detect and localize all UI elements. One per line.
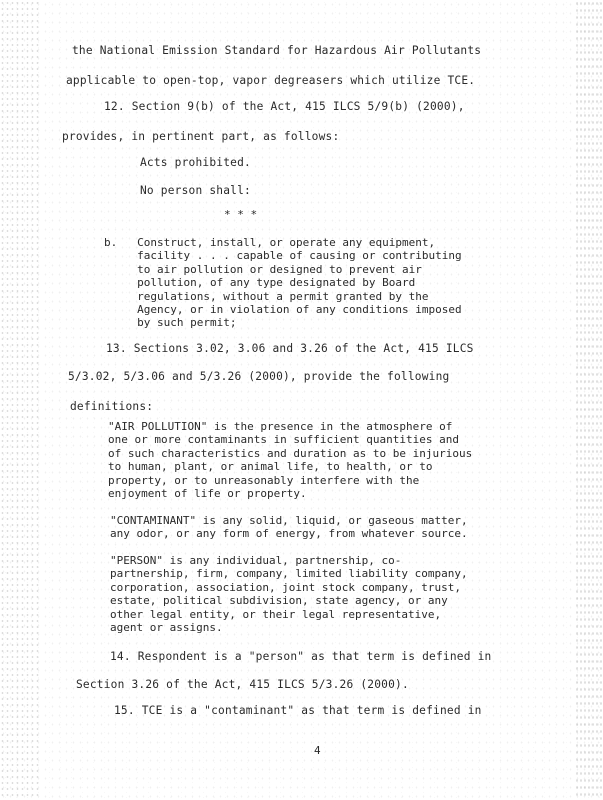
body-line: 5/3.02, 5/3.06 and 5/3.26 (2000), provide the following [68, 370, 450, 383]
paragraph-12: 12. Section 9(b) of the Act, 415 ILCS 5/9(b) (2000), [104, 100, 465, 113]
page-number: 4 [314, 744, 321, 757]
body-line: the National Emission Standard for Hazardous Air Pollutants [72, 44, 482, 57]
body-line: provides, in pertinent part, as follows: [62, 130, 340, 143]
body-line: definitions: [70, 400, 154, 413]
paragraph-14: 14. Respondent is a "person" as that term is defined in [110, 650, 492, 663]
definition-contaminant: "CONTAMINANT" is any solid, liquid, or gaseous matter, any odor, or any form of energy, from whatever source. [110, 514, 468, 541]
definition-person: "PERSON" is any individual, partnership, co- partnership, firm, company, limited liability company, corporation, association, joint stock company, trust, estate, political subdivision, state agency, or any other legal entity, or their legal representative, agent or assigns. [110, 554, 468, 635]
scan-edge-right [575, 0, 603, 800]
body-line: Section 3.26 of the Act, 415 ILCS 5/3.26 (2000). [76, 678, 409, 691]
scan-edge-left [0, 0, 40, 800]
quote-line: No person shall: [140, 184, 251, 197]
definition-air-pollution: "AIR POLLUTION" is the presence in the atmosphere of one or more contaminants in sufficient quantities and of such characteristics and duration as to be injurious to human, plant, or animal life, to health, or to property, or to unreasonably interfere with the enjoyment of life or property. [108, 420, 473, 501]
paragraph-15: 15. TCE is a "contaminant" as that term is defined in [114, 704, 482, 717]
paragraph-13: 13. Sections 3.02, 3.06 and 3.26 of the Act, 415 ILCS [106, 342, 474, 355]
quote-heading: Acts prohibited. [140, 156, 251, 169]
quoted-item-b: b. Construct, install, or operate any equipment, facility . . . capable of causing or contributing to air pollution or designed to prevent air pollution, of any type designated by Board regulations, without a permit granted by the Agency, or in violation of any conditions imposed by such permit; [104, 236, 462, 330]
ellipsis-stars: * * * [224, 208, 258, 221]
body-line: applicable to open-top, vapor degreasers which utilize TCE. [66, 74, 476, 87]
